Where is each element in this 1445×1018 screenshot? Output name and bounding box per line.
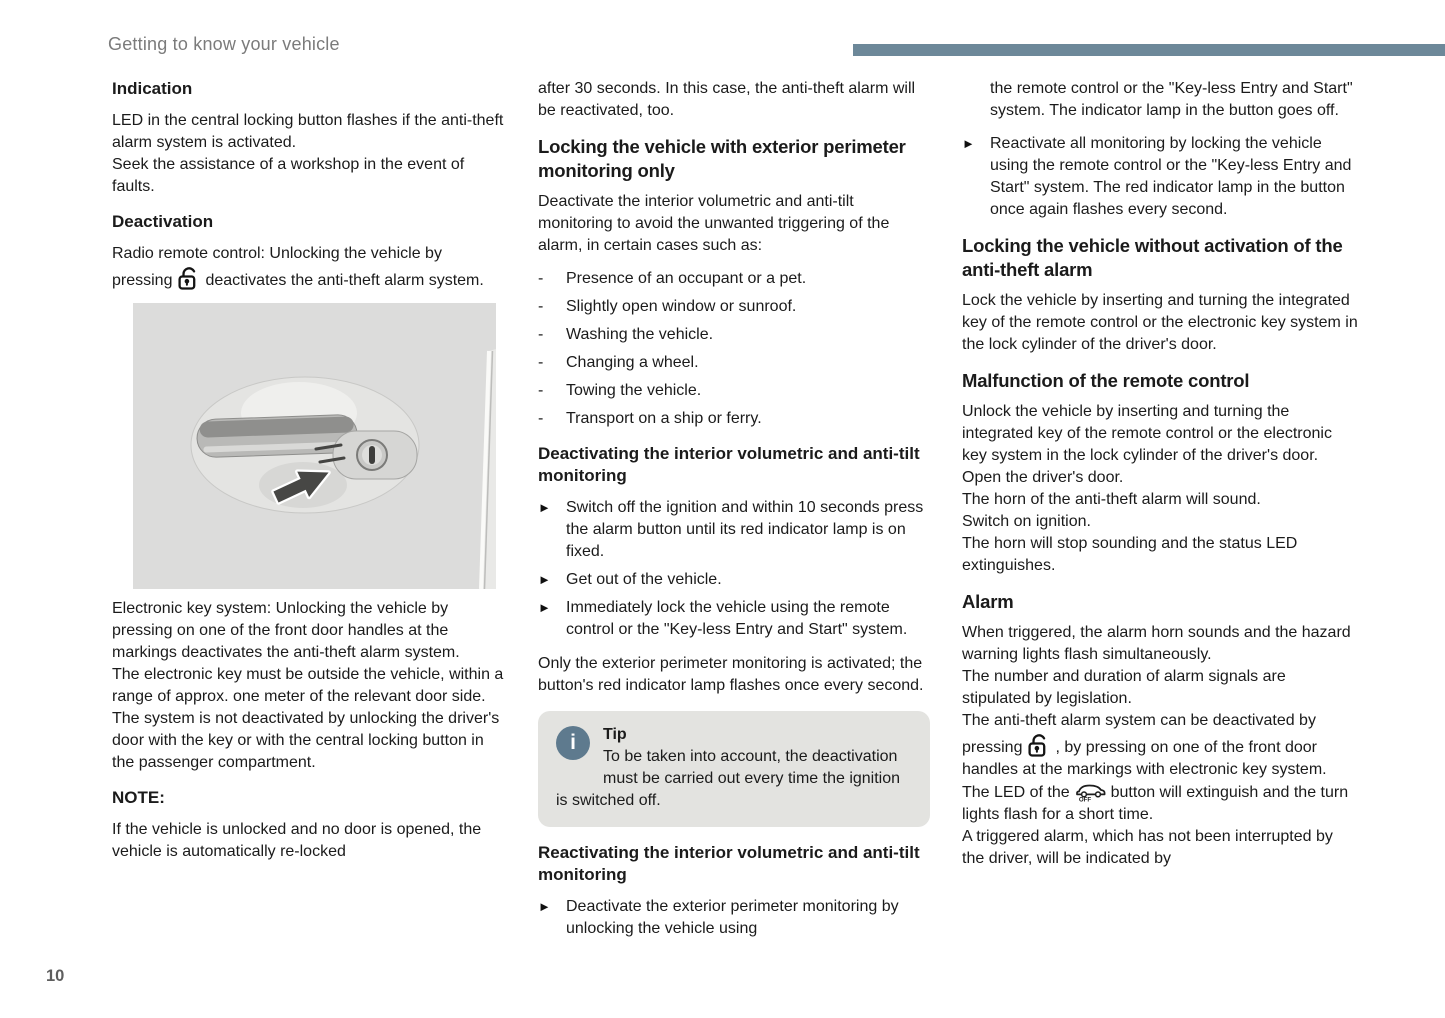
dash-icon: -: [538, 270, 544, 287]
step-arrow-icon: ►: [538, 500, 551, 515]
list-item-text: Presence of an occupant or a pet.: [566, 270, 807, 287]
tip-title: Tip: [603, 726, 627, 743]
list-item: [538, 296, 930, 318]
text-segment: The anti-theft alarm system can be deactivated by pressing: [962, 712, 1316, 756]
step-arrow-icon: ►: [538, 600, 551, 615]
list-item-text: Transport on a ship or ferry.: [566, 410, 762, 427]
list-item: [538, 324, 930, 346]
list-item: [538, 408, 930, 430]
text-segment: Radio remote control: Unlocking the vehicle by pressing: [112, 245, 442, 289]
step-arrow-icon: ►: [962, 136, 975, 151]
step-item: [538, 497, 930, 563]
step-item: [538, 896, 930, 940]
text-line: Open the driver's door.: [962, 469, 1124, 486]
paragraph-alarm: [962, 622, 1358, 870]
text-line: Seek the assistance of a workshop in the event of faults.: [112, 156, 465, 195]
dash-icon: -: [538, 298, 544, 315]
tip-text: To be taken into account, the deactivation must be carried out every time the ignition is switched off.: [556, 748, 901, 809]
text-line: When triggered, the alarm horn sounds and the hazard warning lights flash simultaneously.: [962, 624, 1351, 663]
text-line: [962, 710, 1358, 826]
unlock-icon: [178, 265, 199, 292]
text-line: Switch on ignition.: [962, 513, 1091, 530]
heading-malfunction: Malfunction of the remote control: [962, 370, 1250, 391]
tip-box: [538, 711, 930, 827]
chapter-title: Getting to know your vehicle: [108, 34, 340, 54]
text-line: The number and duration of alarm signals are stipulated by legislation.: [962, 668, 1286, 707]
text-line: Electronic key system: Unlocking the vehicle by pressing on one of the front door handles at the markings deactivates the anti-theft alarm system.: [112, 600, 460, 661]
info-icon: i: [556, 726, 590, 760]
paragraph-continued: after 30 seconds. In this case, the anti-theft alarm will be reactivated, too.: [538, 80, 916, 119]
paragraph-electronic-key: [112, 598, 504, 774]
heading-deactivation: Deactivation: [112, 212, 214, 231]
text-line: The horn will stop sounding and the status LED extinguishes.: [962, 535, 1298, 574]
step-text: Deactivate the exterior perimeter monitoring by unlocking the vehicle using: [566, 898, 899, 937]
step-list: [538, 896, 930, 940]
dash-icon: -: [538, 410, 544, 427]
list-item-text: Slightly open window or sunroof.: [566, 298, 797, 315]
list-item: [538, 268, 930, 290]
paragraph-malfunction: [962, 401, 1358, 577]
text-line: A triggered alarm, which has not been interrupted by the driver, will be indicated by: [962, 828, 1333, 867]
alarm-off-button-icon: [1075, 781, 1106, 802]
text-line: LED in the central locking button flashes if the anti-theft alarm system is activated.: [112, 112, 504, 151]
list-item: [538, 352, 930, 374]
step-text: Reactivate all monitoring by locking the vehicle using the remote control or the "Key-less Entry and Start" system. The red indicator lamp in the button once again flashes every second.: [990, 135, 1352, 218]
step-item: [962, 133, 1358, 221]
paragraph-lock: Lock the vehicle by inserting and turning the integrated key of the remote control or the electronic key system in the lock cylinder of the driver's door.: [962, 292, 1358, 353]
heading-locking-without-alarm: Locking the vehicle without activation of the anti-theft alarm: [962, 235, 1343, 280]
page-number: 10: [46, 967, 65, 985]
step-text: Immediately lock the vehicle using the remote control or the "Key-less Entry and Start" system.: [566, 599, 908, 638]
text-line: The electronic key must be outside the vehicle, within a range of approx. one meter of the relevant door side.: [112, 666, 504, 705]
text-segment: , by pressing on one of the front door handles at the markings with electronic key system. The LED of the: [962, 739, 1327, 801]
door-handle-illustration: [133, 303, 504, 589]
step-text: Get out of the vehicle.: [566, 571, 722, 588]
heading-indication: Indication: [112, 79, 193, 98]
dash-icon: -: [538, 326, 544, 343]
heading-locking-exterior: Locking the vehicle with exterior perimeter monitoring only: [538, 136, 906, 181]
text-segment: button will extinguish and the turn lights flash for a short time.: [962, 784, 1349, 823]
step-item: [538, 569, 930, 591]
step-list: [538, 497, 930, 641]
heading-reactivating-monitoring: Reactivating the interior volumetric and anti-tilt monitoring: [538, 843, 920, 884]
header-accent-bar: [853, 44, 1445, 56]
step-arrow-icon: ►: [538, 572, 551, 587]
text-line: The system is not deactivated by unlocking the driver's door with the key or with the central locking button in the passenger compartment.: [112, 710, 500, 771]
text-line: The horn of the anti-theft alarm will sound.: [962, 491, 1261, 508]
keyhole: [369, 446, 375, 464]
column-1: [112, 78, 504, 874]
unlock-icon: [1028, 732, 1049, 759]
list-item: [538, 380, 930, 402]
text-line: Unlock the vehicle by inserting and turning the integrated key of the remote control or the electronic key system in the lock cylinder of the driver's door.: [962, 403, 1332, 464]
dash-list: [538, 268, 930, 430]
step-list: [962, 133, 1358, 221]
list-item-text: Washing the vehicle.: [566, 326, 714, 343]
paragraph-radio-remote: [112, 243, 504, 292]
paragraph-only-exterior: Only the exterior perimeter monitoring is activated; the button's red indicator lamp flashes once every second.: [538, 655, 924, 694]
paragraph-note: If the vehicle is unlocked and no door is opened, the vehicle is automatically re-locked: [112, 821, 482, 860]
dash-icon: -: [538, 382, 544, 399]
text-segment: deactivates the anti-theft alarm system.: [205, 272, 484, 289]
dash-icon: -: [538, 354, 544, 371]
off-label: OFF: [1078, 796, 1091, 802]
step-item: [538, 597, 930, 641]
paragraph-deactivate-intro: Deactivate the interior volumetric and anti-tilt monitoring to avoid the unwanted triggering of the alarm, in certain cases such as:: [538, 193, 890, 254]
step-arrow-icon: ►: [538, 899, 551, 914]
heading-note: NOTE:: [112, 788, 165, 807]
step-text: Switch off the ignition and within 10 seconds press the alarm button until its red indicator lamp is on fixed.: [566, 499, 924, 560]
paragraph-step-continued: the remote control or the "Key-less Entry and Start" system. The indicator lamp in the button goes off.: [990, 80, 1353, 119]
paragraph-indication: [112, 110, 504, 198]
heading-alarm: Alarm: [962, 591, 1014, 612]
list-item-text: Changing a wheel.: [566, 354, 699, 371]
column-2: [538, 78, 930, 952]
list-item-text: Towing the vehicle.: [566, 382, 702, 399]
column-3: [962, 78, 1358, 881]
heading-deactivating-monitoring: Deactivating the interior volumetric and anti-tilt monitoring: [538, 444, 920, 485]
